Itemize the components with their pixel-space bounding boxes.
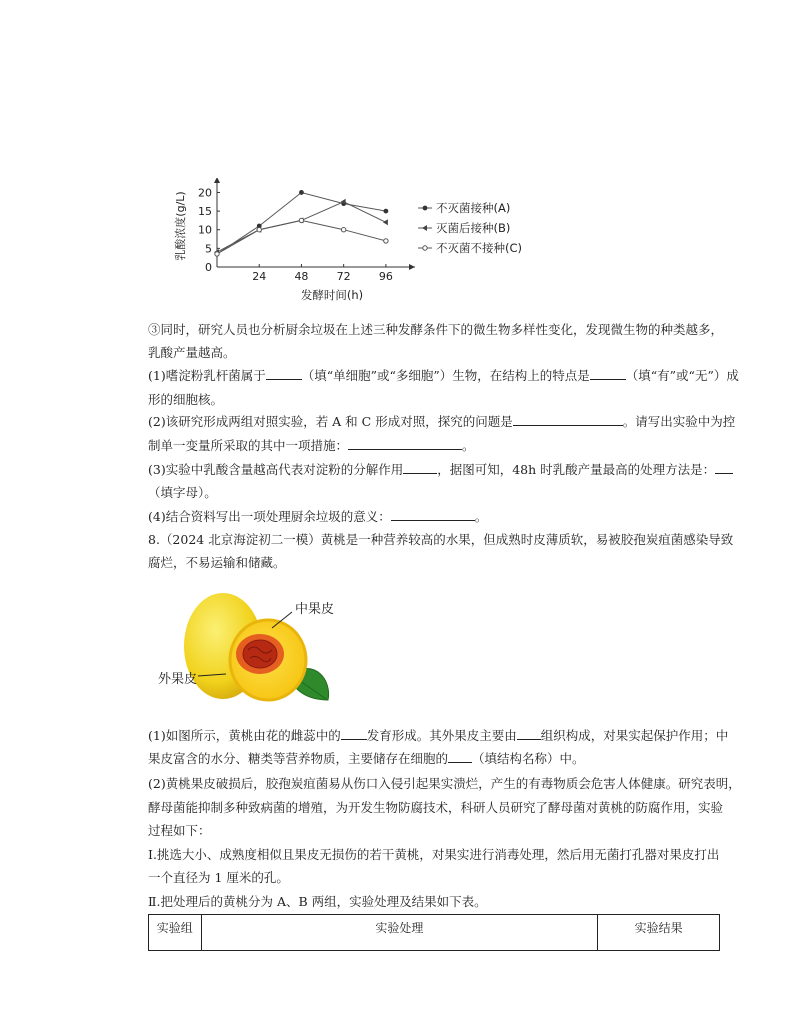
y-tick-label: 10 [198, 223, 212, 237]
question-4: (4)结合资料写出一项处理厨余垃圾的意义： 。 [148, 505, 723, 528]
answer-blank[interactable] [448, 748, 472, 763]
table-header-group: 实验组 [149, 915, 202, 951]
question-3: (3)实验中乳酸含量越高代表对淀粉的分解作用 ，据图可知，48h 时乳酸产量最高的处理方法是： [148, 458, 723, 481]
legend-label: 不灭菌不接种(C) [436, 241, 523, 255]
answer-blank[interactable] [715, 459, 733, 474]
data-point [423, 246, 427, 250]
data-point [384, 239, 388, 243]
data-point [299, 190, 304, 195]
answer-blank[interactable] [513, 411, 623, 426]
table-header-result: 实验结果 [598, 915, 720, 951]
step-1: Ⅰ.挑选大小、成熟度相似且果皮无损伤的若干黄桃，对果实进行消毒处理，然后用无菌打孔器对果皮打出 [148, 847, 720, 862]
problem-8-cont: 腐烂，不易运输和储藏。 [148, 555, 286, 570]
data-point [257, 228, 261, 232]
sub-question-2: (2)黄桃果皮破损后，胶孢炭疽菌易从伤口入侵引起果实溃烂，产生的有毒物质会危害人体健康。研究表明， [148, 776, 741, 791]
answer-blank[interactable] [348, 435, 462, 450]
x-axis-arrow [409, 264, 415, 270]
data-point [341, 228, 345, 232]
answer-blank[interactable] [266, 365, 302, 380]
question-2-cont: 制单一变量所采取的其中一项措施： 。 [148, 434, 723, 457]
question-1-cont: 形的细胞核。 [148, 392, 224, 407]
sub-question-2-cont2: 过程如下： [148, 823, 211, 838]
series-line [217, 202, 386, 252]
answer-blank[interactable] [341, 725, 367, 740]
answer-blank[interactable] [590, 365, 626, 380]
x-tick-label: 24 [252, 270, 267, 283]
label-exocarp: 外果皮 [158, 672, 198, 687]
peach-illustration [150, 588, 380, 713]
data-point [215, 252, 219, 256]
answer-blank[interactable] [403, 459, 437, 474]
y-axis-label: 乳酸浓度(g/L) [174, 191, 187, 261]
series-line [217, 193, 386, 255]
label-mesocarp: 中果皮 [295, 602, 335, 617]
data-point [383, 209, 388, 214]
sub-question-1: (1)如图所示，黄桃由花的雌蕊中的 发育形成。其外果皮主要由 组织构成，对果实起保护作用；中 [148, 724, 723, 747]
answer-blank[interactable] [391, 506, 475, 521]
question-3-cont: （填字母）。 [148, 485, 217, 500]
x-axis-label: 发酵时间(h) [300, 288, 364, 302]
x-tick-label: 96 [378, 270, 393, 283]
paragraph-3: ③同时，研究人员也分析厨余垃圾在上述三种发酵条件下的微生物多样性变化，发现微生物的种类越多， [148, 322, 724, 337]
data-point [422, 225, 427, 231]
sub-question-2-cont: 酵母菌能抑制多种致病菌的增殖，为开发生物防腐技术，科研人员研究了酵母菌对黄桃的防腐作用，实验 [148, 800, 724, 815]
y-tick-label: 0 [205, 261, 212, 274]
legend-label: 不灭菌接种(A) [436, 201, 511, 215]
lactic-acid-chart [170, 178, 540, 306]
sub-question-1-cont: 果皮富含的水分、糖类等营养物质，主要储存在细胞的 （填结构名称）中。 [148, 747, 723, 770]
y-axis-arrow [214, 178, 220, 183]
x-tick-label: 72 [336, 270, 351, 283]
step-2: Ⅱ.把处理后的黄桃分为 A、B 两组，实验处理及结果如下表。 [148, 894, 487, 909]
y-tick-label: 20 [198, 186, 212, 200]
question-2: (2)该研究形成两组对照实验，若 A 和 C 形成对照，探究的问题是 。请写出实验中为控 [148, 410, 723, 433]
problem-8: 8.（2024 北京海淀初二一模）黄桃是一种营养较高的水果，但成熟时皮薄质软，易被胶孢炭疽菌感染导致 [148, 532, 734, 547]
paragraph-3-cont: 乳酸产量越高。 [148, 345, 236, 360]
y-tick-label: 5 [205, 242, 212, 256]
peach-pit [243, 640, 277, 668]
legend-label: 灭菌后接种(B) [436, 221, 511, 235]
data-point [423, 206, 428, 211]
data-point [299, 218, 303, 222]
y-tick-label: 15 [198, 205, 212, 219]
answer-blank[interactable] [517, 725, 541, 740]
data-point [383, 219, 388, 225]
table-header-treatment: 实验处理 [201, 915, 598, 951]
experiment-table [148, 914, 720, 951]
table-header-row [149, 915, 720, 951]
question-1: (1)嗜淀粉乳杆菌属于 （填“单细胞”或“多细胞”）生物，在结构上的特点是 （填“有”或“无”）成 [148, 364, 723, 387]
step-1-cont: 一个直径为 1 厘米的孔。 [148, 870, 289, 885]
x-tick-label: 48 [294, 270, 309, 283]
